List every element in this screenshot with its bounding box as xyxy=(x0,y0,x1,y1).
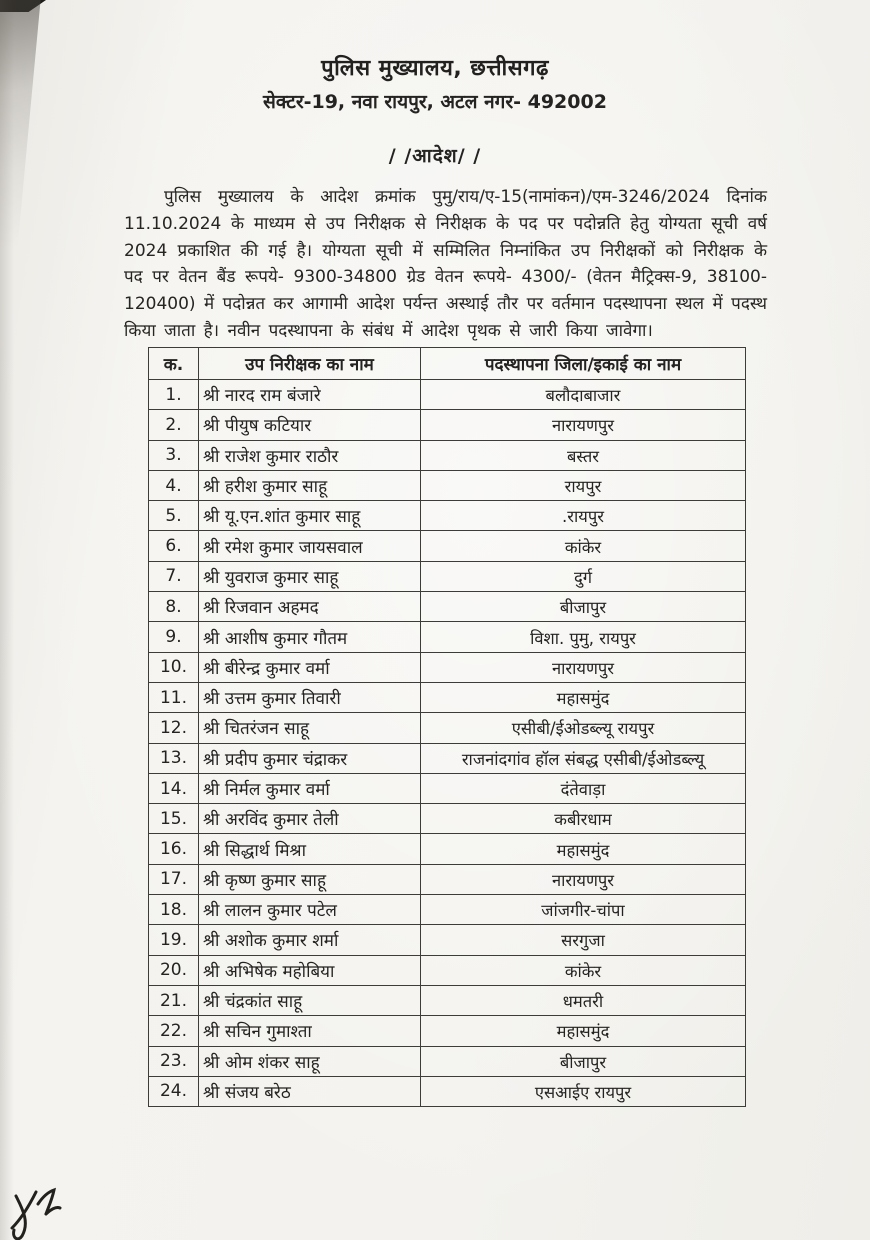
table-row xyxy=(149,1016,746,1046)
row-officer-name: श्री नारद राम बंजारे xyxy=(199,380,421,410)
row-posting-unit: बीजापुर xyxy=(421,1046,746,1076)
row-posting-unit: महासमुंद xyxy=(421,834,746,864)
row-serial: 19. xyxy=(149,925,199,955)
row-posting-unit: महासमुंद xyxy=(421,1016,746,1046)
table-row xyxy=(149,804,746,834)
scan-edge-shade xyxy=(0,0,14,1240)
row-officer-name: श्री उत्तम कुमार तिवारी xyxy=(199,682,421,712)
row-posting-unit: दंतेवाड़ा xyxy=(421,773,746,803)
row-serial: 16. xyxy=(149,834,199,864)
row-officer-name: श्री अशोक कुमार शर्मा xyxy=(199,925,421,955)
table-row xyxy=(149,592,746,622)
row-serial: 11. xyxy=(149,682,199,712)
table-row xyxy=(149,773,746,803)
row-posting-unit: नारायणपुर xyxy=(421,652,746,682)
row-serial: 17. xyxy=(149,864,199,894)
row-posting-unit: बीजापुर xyxy=(421,592,746,622)
row-serial: 2. xyxy=(149,410,199,440)
row-posting-unit: बलौदाबाजार xyxy=(421,380,746,410)
table-row xyxy=(149,895,746,925)
table-row xyxy=(149,470,746,500)
table-row xyxy=(149,501,746,531)
row-serial: 20. xyxy=(149,955,199,985)
row-officer-name: श्री सचिन गुमाश्ता xyxy=(199,1016,421,1046)
row-officer-name: श्री चितरंजन साहू xyxy=(199,713,421,743)
posting-table xyxy=(148,347,746,1107)
row-posting-unit: धमतरी xyxy=(421,985,746,1015)
table-row xyxy=(149,1076,746,1106)
handwritten-scribble xyxy=(2,1178,112,1240)
row-serial: 7. xyxy=(149,561,199,591)
row-posting-unit: बस्तर xyxy=(421,440,746,470)
row-officer-name: श्री बीरेन्द्र कुमार वर्मा xyxy=(199,652,421,682)
table-row xyxy=(149,713,746,743)
col-header-serial: क. xyxy=(149,348,199,380)
row-officer-name: श्री अरविंद कुमार तेली xyxy=(199,804,421,834)
row-officer-name: श्री राजेश कुमार राठौर xyxy=(199,440,421,470)
row-posting-unit: रायपुर xyxy=(421,470,746,500)
row-officer-name: श्री निर्मल कुमार वर्मा xyxy=(199,773,421,803)
row-posting-unit: महासमुंद xyxy=(421,682,746,712)
row-officer-name: श्री युवराज कुमार साहू xyxy=(199,561,421,591)
row-serial: 9. xyxy=(149,622,199,652)
row-serial: 22. xyxy=(149,1016,199,1046)
org-title: पुलिस मुख्यालय, छत्तीसगढ़ xyxy=(321,56,549,81)
row-officer-name: श्री प्रदीप कुमार चंद्राकर xyxy=(199,743,421,773)
row-posting-unit: कबीरधाम xyxy=(421,804,746,834)
table-row xyxy=(149,380,746,410)
row-serial: 14. xyxy=(149,773,199,803)
table-row xyxy=(149,1046,746,1076)
row-posting-unit: जांजगीर-चांपा xyxy=(421,895,746,925)
posting-table-body xyxy=(149,380,746,1107)
row-officer-name: श्री पीयुष कटियार xyxy=(199,410,421,440)
row-officer-name: श्री चंद्रकांत साहू xyxy=(199,985,421,1015)
col-header-posting: पदस्थापना जिला/इकाई का नाम xyxy=(421,348,746,380)
order-heading: / /आदेश/ / xyxy=(388,145,482,167)
table-row xyxy=(149,440,746,470)
row-serial: 15. xyxy=(149,804,199,834)
row-posting-unit: विशा. पुमु, रायपुर xyxy=(421,622,746,652)
row-posting-unit: .रायपुर xyxy=(421,501,746,531)
table-row xyxy=(149,925,746,955)
table-row xyxy=(149,864,746,894)
row-officer-name: श्री रमेश कुमार जायसवाल xyxy=(199,531,421,561)
row-posting-unit: एसीबी/ईओडब्ल्यू रायपुर xyxy=(421,713,746,743)
row-serial: 13. xyxy=(149,743,199,773)
row-posting-unit: दुर्ग xyxy=(421,561,746,591)
row-serial: 23. xyxy=(149,1046,199,1076)
row-officer-name: श्री ओम शंकर साहू xyxy=(199,1046,421,1076)
row-serial: 4. xyxy=(149,470,199,500)
row-officer-name: श्री हरीश कुमार साहू xyxy=(199,470,421,500)
row-serial: 5. xyxy=(149,501,199,531)
row-officer-name: श्री कृष्ण कुमार साहू xyxy=(199,864,421,894)
row-posting-unit: सरगुजा xyxy=(421,925,746,955)
row-serial: 21. xyxy=(149,985,199,1015)
row-officer-name: श्री सिद्धार्थ मिश्रा xyxy=(199,834,421,864)
row-serial: 10. xyxy=(149,652,199,682)
row-posting-unit: कांकेर xyxy=(421,531,746,561)
table-row xyxy=(149,834,746,864)
row-officer-name: श्री रिजवान अहमद xyxy=(199,592,421,622)
row-serial: 18. xyxy=(149,895,199,925)
org-address: सेक्टर-19, नवा रायपुर, अटल नगर- 492002 xyxy=(263,91,607,113)
row-posting-unit: नारायणपुर xyxy=(421,410,746,440)
table-row xyxy=(149,561,746,591)
document-header xyxy=(0,0,870,114)
row-serial: 24. xyxy=(149,1076,199,1106)
table-row xyxy=(149,410,746,440)
row-officer-name: श्री लालन कुमार पटेल xyxy=(199,895,421,925)
row-posting-unit: एसआईए रायपुर xyxy=(421,1076,746,1106)
row-posting-unit: कांकेर xyxy=(421,955,746,985)
order-body-paragraph: पुलिस मुख्यालय के आदेश क्रमांक पुमु/राय/ए-15(नामांकन)/एम-3246/2024 दिनांक 11.10.2024 के माध्यम से उप निरीक्षक से निरीक्षक के पद पर पदोन्नति हेतु योग्यता सूची वर्ष 2024 प्रकाशित की गई है। योग्यता सूची में सम्मिलित निम्नांकित उप निरीक्षकों को निरीक्षक के पद पर वेतन बैंड रूपये- 9300-34800 ग्रेड वेतन रूपये- 4300/- (वेतन मैट्रिक्स-9, 38100-120400) में पदोन्नत कर आगामी आदेश पर्यन्त अस्थाई तौर पर वर्तमान पदस्थापना स्थल में पदस्थ किया जाता है। नवीन पदस्थापना के संबंध में आदेश पृथक से जारी किया जावेगा। xyxy=(124,187,767,341)
row-serial: 8. xyxy=(149,592,199,622)
row-posting-unit: राजनांदगांव हॉल संबद्ध एसीबी/ईओडब्ल्यू xyxy=(421,743,746,773)
col-header-name: उप निरीक्षक का नाम xyxy=(199,348,421,380)
table-row xyxy=(149,985,746,1015)
table-row xyxy=(149,531,746,561)
posting-table-header xyxy=(149,348,746,380)
row-serial: 3. xyxy=(149,440,199,470)
row-serial: 1. xyxy=(149,380,199,410)
table-row xyxy=(149,622,746,652)
table-row xyxy=(149,652,746,682)
table-row xyxy=(149,743,746,773)
row-officer-name: श्री आशीष कुमार गौतम xyxy=(199,622,421,652)
row-officer-name: श्री यू.एन.शांत कुमार साहू xyxy=(199,501,421,531)
row-serial: 12. xyxy=(149,713,199,743)
row-officer-name: श्री संजय बरेठ xyxy=(199,1076,421,1106)
table-row xyxy=(149,955,746,985)
row-serial: 6. xyxy=(149,531,199,561)
table-row xyxy=(149,682,746,712)
row-posting-unit: नारायणपुर xyxy=(421,864,746,894)
row-officer-name: श्री अभिषेक महोबिया xyxy=(199,955,421,985)
